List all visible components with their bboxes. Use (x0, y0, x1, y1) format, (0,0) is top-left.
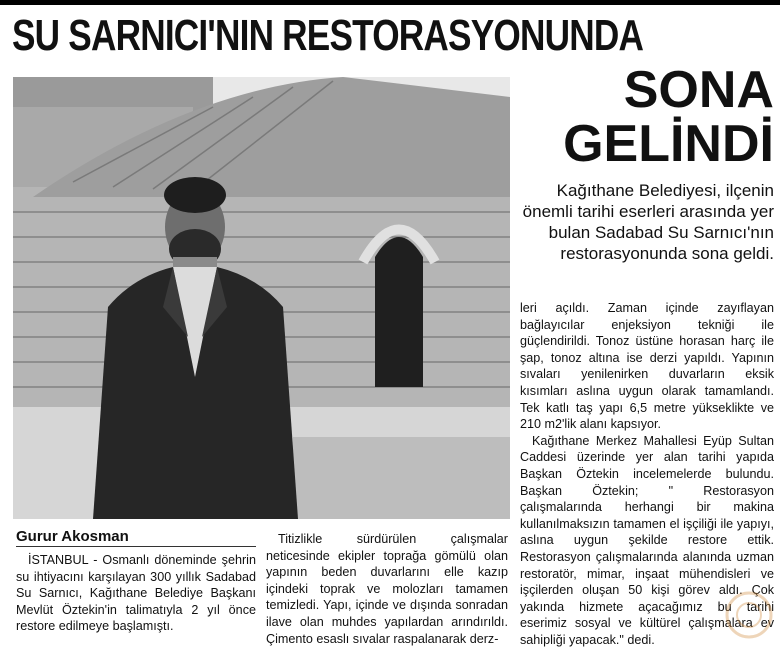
headline-line-1: SU SARNICI'NIN RESTORASYONUNDA (12, 11, 644, 60)
top-rule (0, 0, 780, 5)
column-3-paragraph-2: Kağıthane Merkez Mahallesi Eyüp Sultan Caddesi üzerinde yer alan tarihi yapıda Başkan Öztekin incelemelerde bulundu. Başkan Öztekin; " Restorasyon çalışmalarında herhangi bir makina kullanılmaksızın tamamen el işçiliği ile yapıyı, aslına uygun şekilde restore ettik. Restorasyon çalışmalarında alanında uzman restoratör, mimar, inşaat mühendisleri ve işçilerden oluşan 50 kişi görev aldı. Çok yakında hizmete açacağımız bu tarihi eserimiz sosyal ve kültürel çalışmalara ev sahipliği yapacak." dedi. (520, 433, 774, 647)
article-column-1 (16, 552, 256, 635)
article-column-2 (266, 531, 508, 647)
byline: Gurur Akosman (16, 528, 129, 545)
column-3-paragraph-1: leri açıldı. Zaman içinde zayıflayan bağlayıcılar enjeksiyon tekniği ile güçlendirildi. Tonoz üstüne horasan harç ile şap, tonoz altına ise derzi yapıldı. Yapının sıvaları yenilenirken duvarların eksik kısımları aslına uygun olarak tamamlandı. Tek katlı taş yapı 6,5 metre yükseklikte ve 210 m2'lik alanı kapsıyor. (520, 301, 774, 432)
headline-line-3: GELİNDİ (563, 115, 774, 173)
column-1-text: İSTANBUL - Osmanlı döneminde şehrin su ihtiyacını karşılayan 300 yıllık Sadabad Su Sarnıcı, Kağıthane Belediye Başkanı Mevlüt Öztekin'in talimatıyla 2 yıl önce restore edilmeye başlamıştı. (16, 553, 256, 634)
stamp-icon (720, 590, 778, 640)
byline-rule (16, 546, 256, 547)
news-photo (13, 77, 510, 519)
column-2-text: Titizlikle sürdürülen çalışmalar neticesinde ekipler toprağa gömülü olan yapının beden duvarlarını elle kazıp içindeki toprak ve molozları tamamen temizledi. Yapı, içinde ve dışında sonradan ilave olan muhdes yapılardan arındırıldı. Çimento esaslı sıvalar raspalanarak derz- (266, 532, 508, 646)
spot-text: Kağıthane Belediyesi, ilçenin önemli tarihi eserleri arasında yer bulan Sadabad Su Sarnıcı'nın restorasyonunda sona geldi. (522, 181, 774, 263)
headline-line-2: SONA (623, 61, 774, 119)
